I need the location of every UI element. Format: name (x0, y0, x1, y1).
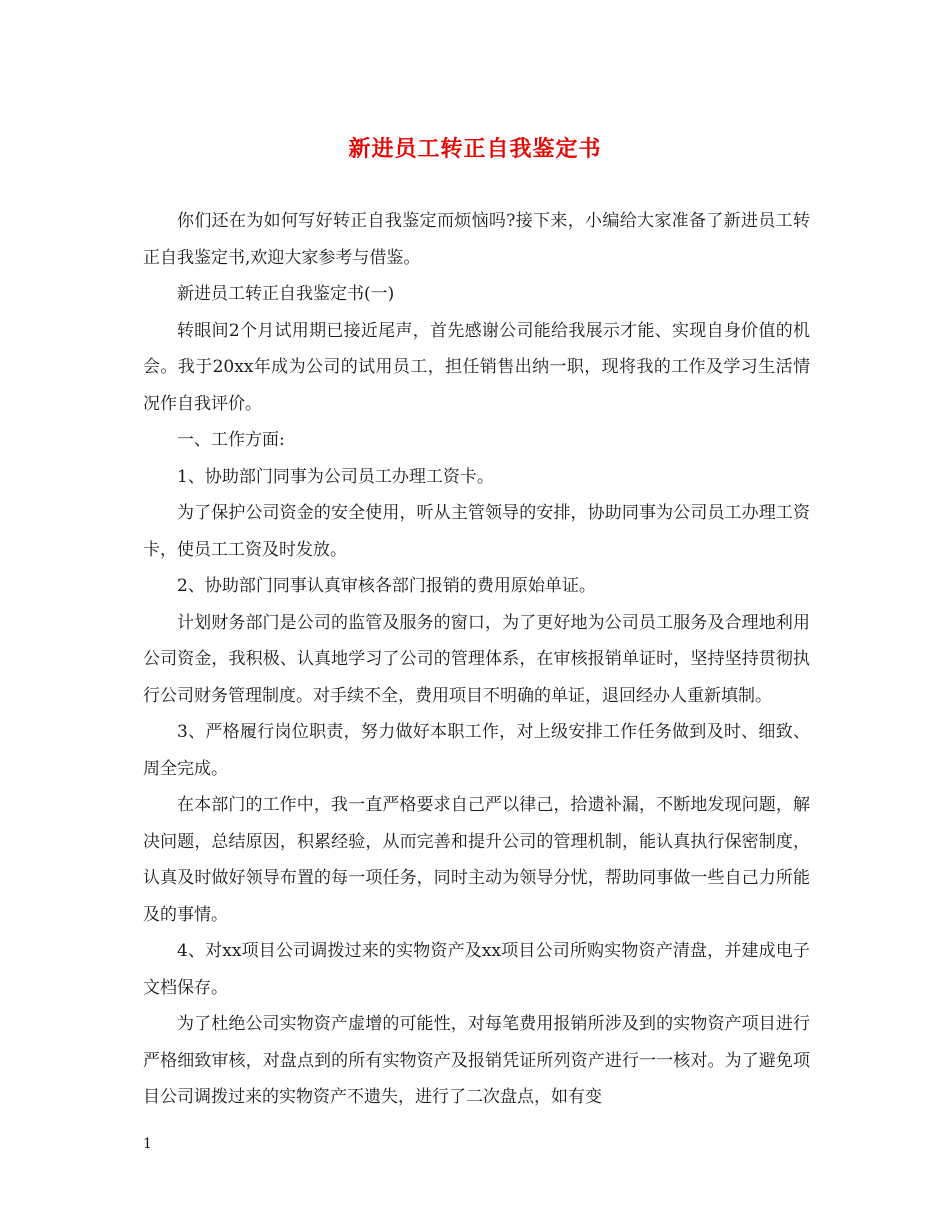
paragraph-item-2: 2、协助部门同事认真审核各部门报销的费用原始单证。 (177, 576, 596, 596)
paragraph-item-2-detail: 计划财务部门是公司的监管及服务的窗口，为了更好地为公司员工服务及合理地利用公司资金，我积极、认真地学习了公司的管理体系，在审核报销单证时，坚持坚持贯彻执行公司财务管理制度。对手续不全，费用项目不明确的单证，退回经办人重新填制。 (143, 612, 810, 706)
paragraph-work-heading: 一、工作方面: (177, 430, 285, 450)
paragraph-item-1-detail: 为了保护公司资金的安全使用，听从主管领导的安排，协助同事为公司员工办理工资卡，使员工工资及时发放。 (143, 503, 810, 560)
paragraph-item-3: 3、严格履行岗位职责，努力做好本职工作，对上级安排工作任务做到及时、细致、周全完成。 (143, 722, 810, 779)
paragraph-opening: 转眼间2个月试用期已接近尾声，首先感谢公司能给我展示才能、实现自身价值的机会。我于20xx年成为公司的试用员工，担任销售出纳一职，现将我的工作及学习生活情况作自我评价。 (143, 320, 810, 414)
paragraph-item-3-detail: 在本部门的工作中，我一直严格要求自己严以律己，拾遗补漏，不断地发现问题，解决问题，总结原因，积累经验，从而完善和提升公司的管理机制，能认真执行保密制度，认真及时做好领导布置的每一项任务，同时主动为领导分忧，帮助同事做一些自己力所能及的事情。 (143, 795, 810, 925)
paragraph-item-4: 4、对xx项目公司调拨过来的实物资产及xx项目公司所购实物资产清盘，并建成电子文档保存。 (143, 941, 810, 998)
page-number: 1 (143, 1136, 152, 1152)
paragraph-intro: 你们还在为如何写好转正自我鉴定而烦恼吗?接下来，小编给大家准备了新进员工转正自我鉴定书,欢迎大家参考与借鉴。 (143, 211, 810, 268)
paragraph-item-4-detail: 为了杜绝公司实物资产虚增的可能性，对每笔费用报销所涉及到的实物资产项目进行严格细致审核，对盘点到的所有实物资产及报销凭证所列资产进行一一核对。为了避免项目公司调拨过来的实物资产不遗失，进行了二次盘点，如有变 (143, 1014, 810, 1107)
paragraph-section-heading: 新进员工转正自我鉴定书(一) (177, 284, 395, 304)
document-body (143, 203, 810, 1116)
document-title: 新进员工转正自我鉴定书 (348, 136, 602, 162)
paragraph-item-1: 1、协助部门同事为公司员工办理工资卡。 (177, 466, 494, 487)
